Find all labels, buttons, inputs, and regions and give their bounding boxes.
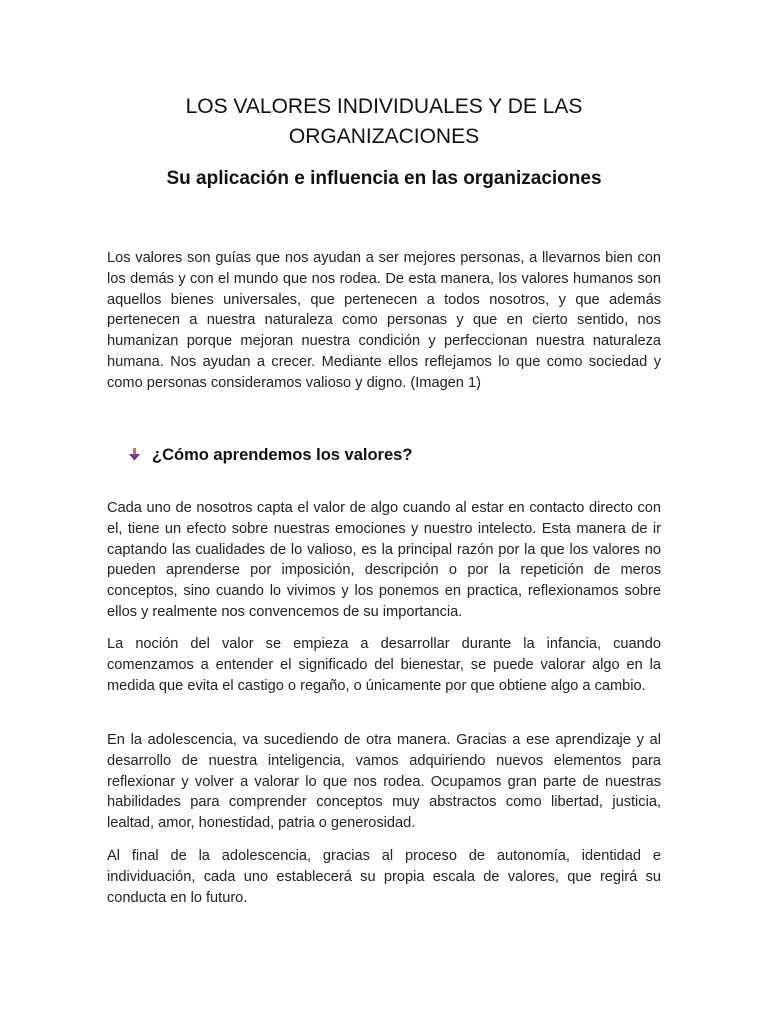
document-title: LOS VALORES INDIVIDUALES Y DE LAS ORGANIZACIONES <box>185 95 583 148</box>
body-paragraph: Cada uno de nosotros capta el valor de algo cuando al estar en contacto directo con el, tiene un efecto sobre nuestras emociones y nuestro intelecto. Esta manera de ir captando las cualidades de lo valioso, es la principal razón por la que los valores no pueden aprenderse por imposición, descripción o por la repetición de meros conceptos, sino cuando lo vivimos y los ponemos en practica, reflexionamos sobre ellos y realmente nos convencemos de su importancia. <box>107 500 661 620</box>
body-paragraph: La noción del valor se empieza a desarrollar durante la infancia, cuando comenzamos a entender el significado del bienestar, se puede valorar algo en la medida que evita el castigo o regaño, o únicamente por que obtiene algo a cambio. <box>107 636 661 694</box>
section-heading-row <box>128 442 412 468</box>
document-subtitle: Su aplicación e influencia en las organizaciones <box>166 168 602 189</box>
intro-paragraph: Los valores son guías que nos ayudan a ser mejores personas, a llevarnos bien con los demás y con el mundo que nos rodea. De esta manera, los valores humanos son aquellos bienes universales, que pertenecen a todos nosotros, y que además pertenecen a nuestra naturaleza como personas y que en cierto sentido, nos humanizan porque mejoran nuestra condición y perfeccionan nuestra naturaleza humana. Nos ayudan a crecer. Mediante ellos reflejamos lo que como sociedad y como personas consideramos valioso y digno. (Imagen 1) <box>107 250 661 391</box>
body-paragraph: Al final de la adolescencia, gracias al proceso de autonomía, identidad e individuación, cada uno establecerá su propia escala de valores, que regirá su conducta en lo futuro. <box>107 848 661 906</box>
section-heading: ¿Cómo aprendemos los valores? <box>152 446 413 464</box>
body-paragraph: En la adolescencia, va sucediendo de otra manera. Gracias a ese aprendizaje y al desarrollo de nuestra inteligencia, vamos adquiriendo nuevos elementos para reflexionar y volver a valorar lo que nos rodea. Ocupamos gran parte de nuestras habilidades para comprender conceptos muy abstractos como libertad, justicia, lealtad, amor, honestidad, patria o generosidad. <box>107 732 661 832</box>
arrow-down-bullet-icon <box>128 448 141 462</box>
